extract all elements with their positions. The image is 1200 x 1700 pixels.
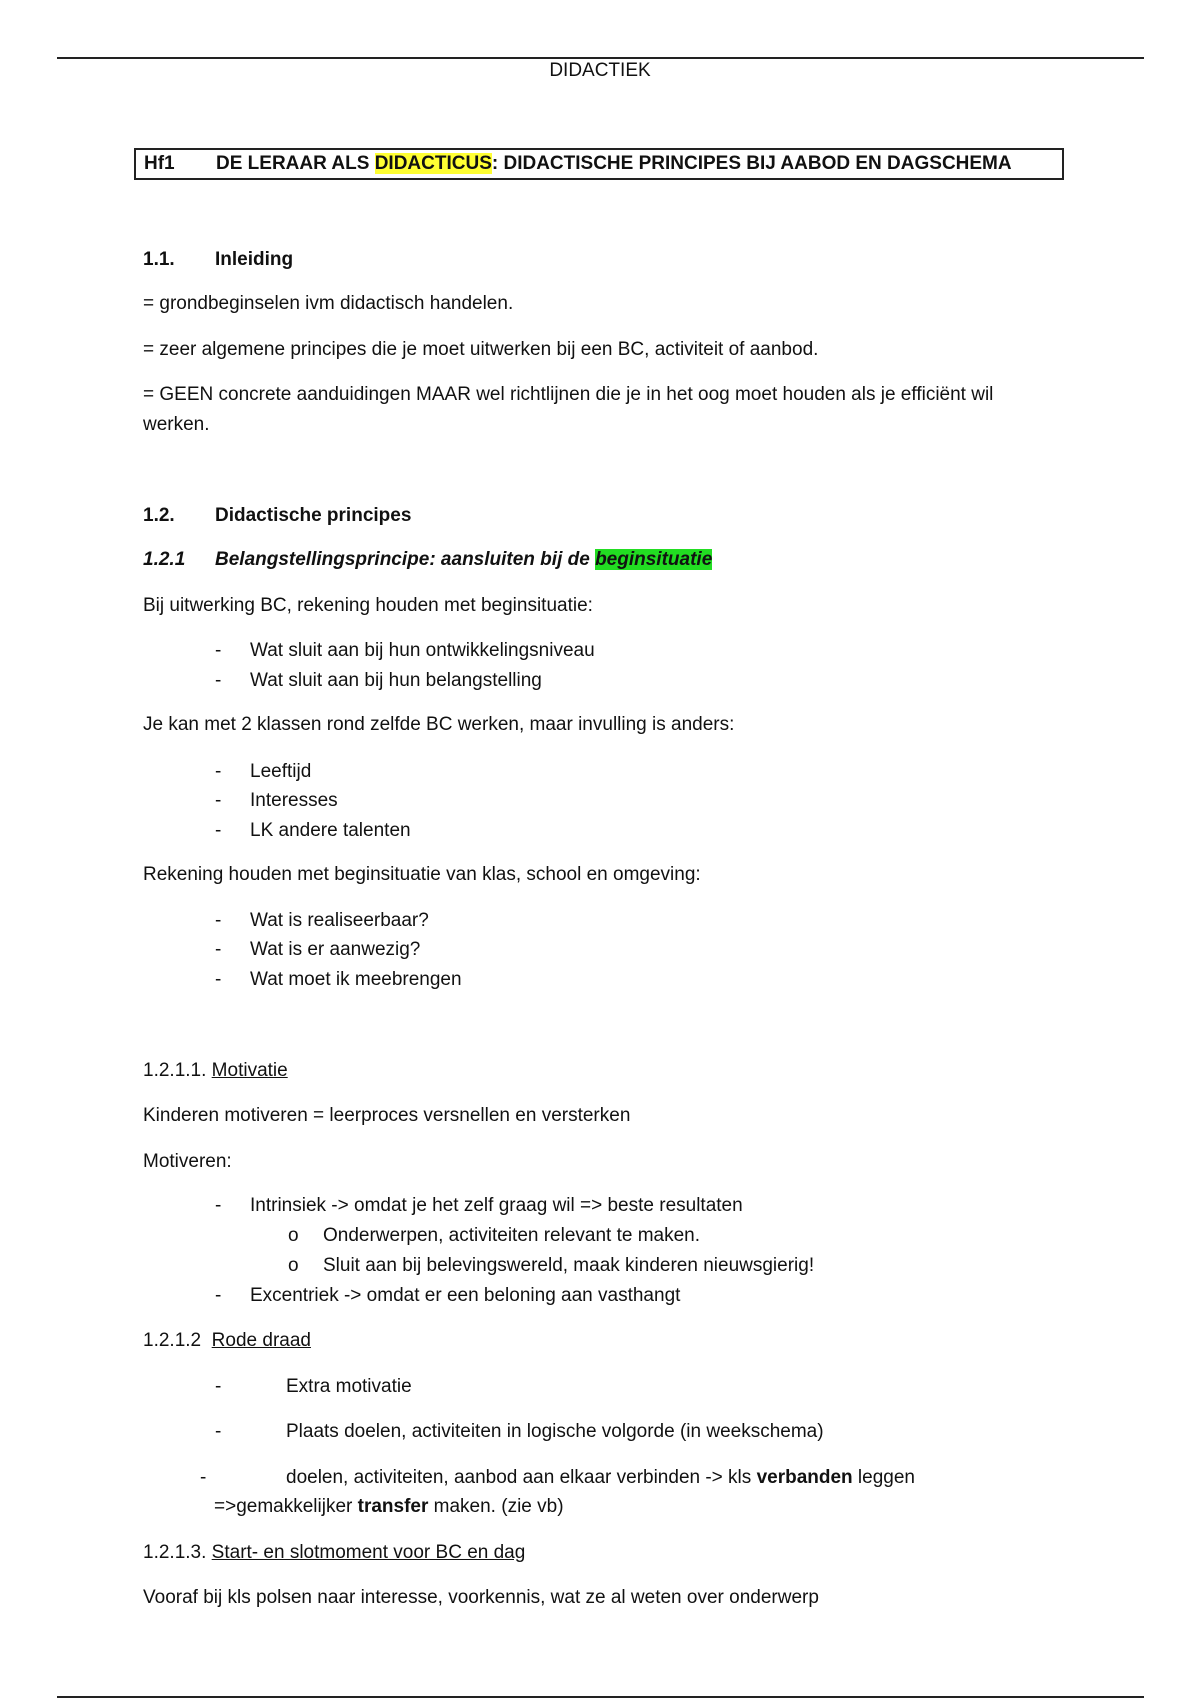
list-item: Wat sluit aan bij hun ontwikkelingsniveau	[250, 640, 595, 661]
paragraph: Kinderen motiveren = leerproces versnellen en versterken	[143, 1105, 631, 1126]
paragraph: = zeer algemene principes die je moet uitwerken bij een BC, activiteit of aanbod.	[143, 339, 819, 360]
list-dash: -	[215, 820, 222, 841]
highlight-beginsituatie: beginsituatie	[595, 549, 713, 570]
paragraph: Motiveren:	[143, 1151, 232, 1172]
list-dash: -	[215, 670, 222, 691]
list-dash: -	[200, 1467, 207, 1488]
list-dash: -	[215, 761, 222, 782]
list-item: Wat sluit aan bij hun belangstelling	[250, 670, 542, 691]
list-item: Wat is er aanwezig?	[250, 939, 421, 960]
list-dash: -	[215, 910, 222, 931]
heading-1-2-1: 1.2.1 Belangstellingsprincipe: aansluiten bij de beginsituatie	[143, 549, 713, 570]
list-dash: -	[215, 790, 222, 811]
heading-1-1: 1.1. Inleiding	[143, 249, 294, 270]
list-item: Extra motivatie	[286, 1376, 412, 1397]
list-item: Interesses	[250, 790, 338, 811]
list-item: Leeftijd	[250, 761, 312, 782]
list-dash: -	[215, 1376, 222, 1397]
chapter-title-box	[134, 148, 1064, 180]
list-dash: -	[215, 640, 222, 661]
chapter-title: DE LERAAR ALS DIDACTICUS: DIDACTISCHE PRINCIPES BIJ AABOD EN DAGSCHEMA	[216, 153, 1012, 174]
highlight-didacticus: DIDACTICUS	[374, 153, 492, 174]
list-dash: -	[215, 1421, 222, 1442]
list-dash: -	[215, 939, 222, 960]
list-item: Excentriek -> omdat er een beloning aan vasthangt	[250, 1285, 681, 1306]
bottom-rule	[57, 1696, 1144, 1698]
list-item: LK andere talenten	[250, 820, 411, 841]
list-dash: -	[215, 1195, 222, 1216]
heading-1-2-1-2: 1.2.1.2 Rode draad	[143, 1330, 311, 1351]
paragraph: werken.	[143, 414, 210, 435]
sub-list-item: Sluit aan bij belevingswereld, maak kinderen nieuwsgierig!	[323, 1255, 815, 1276]
list-item: Wat is realiseerbaar?	[250, 910, 429, 931]
paragraph: = GEEN concrete aanduidingen MAAR wel richtlijnen die je in het oog moet houden als je efficiënt wil	[143, 384, 994, 405]
paragraph: Je kan met 2 klassen rond zelfde BC werken, maar invulling is anders:	[143, 714, 735, 735]
paragraph: Bij uitwerking BC, rekening houden met beginsituatie:	[143, 595, 593, 616]
list-item: Plaats doelen, activiteiten in logische volgorde (in weekschema)	[286, 1421, 824, 1442]
list-item: doelen, activiteiten, aanbod aan elkaar verbinden -> kls verbanden leggen	[286, 1467, 915, 1488]
heading-1-2-1-3: 1.2.1.3. Start- en slotmoment voor BC en dag	[143, 1542, 526, 1563]
chapter-number: Hf1	[144, 153, 175, 174]
sub-list-item: Onderwerpen, activiteiten relevant te maken.	[323, 1225, 701, 1246]
list-item: Wat moet ik meebrengen	[250, 969, 462, 990]
list-dash: -	[215, 969, 222, 990]
heading-1-2: 1.2. Didactische principes	[143, 505, 412, 526]
page-header: DIDACTIEK	[549, 60, 651, 81]
list-item-continuation: =>gemakkelijker transfer maken. (zie vb)	[214, 1496, 564, 1517]
paragraph: Rekening houden met beginsituatie van klas, school en omgeving:	[143, 864, 701, 885]
list-circle: o	[288, 1255, 299, 1276]
top-rule	[57, 57, 1144, 59]
list-circle: o	[288, 1225, 299, 1246]
list-dash: -	[215, 1285, 222, 1306]
heading-1-2-1-1: 1.2.1.1. Motivatie	[143, 1060, 288, 1081]
paragraph: Vooraf bij kls polsen naar interesse, voorkennis, wat ze al weten over onderwerp	[143, 1587, 819, 1608]
paragraph: = grondbeginselen ivm didactisch handelen.	[143, 293, 514, 314]
list-item: Intrinsiek -> omdat je het zelf graag wil => beste resultaten	[250, 1195, 743, 1216]
